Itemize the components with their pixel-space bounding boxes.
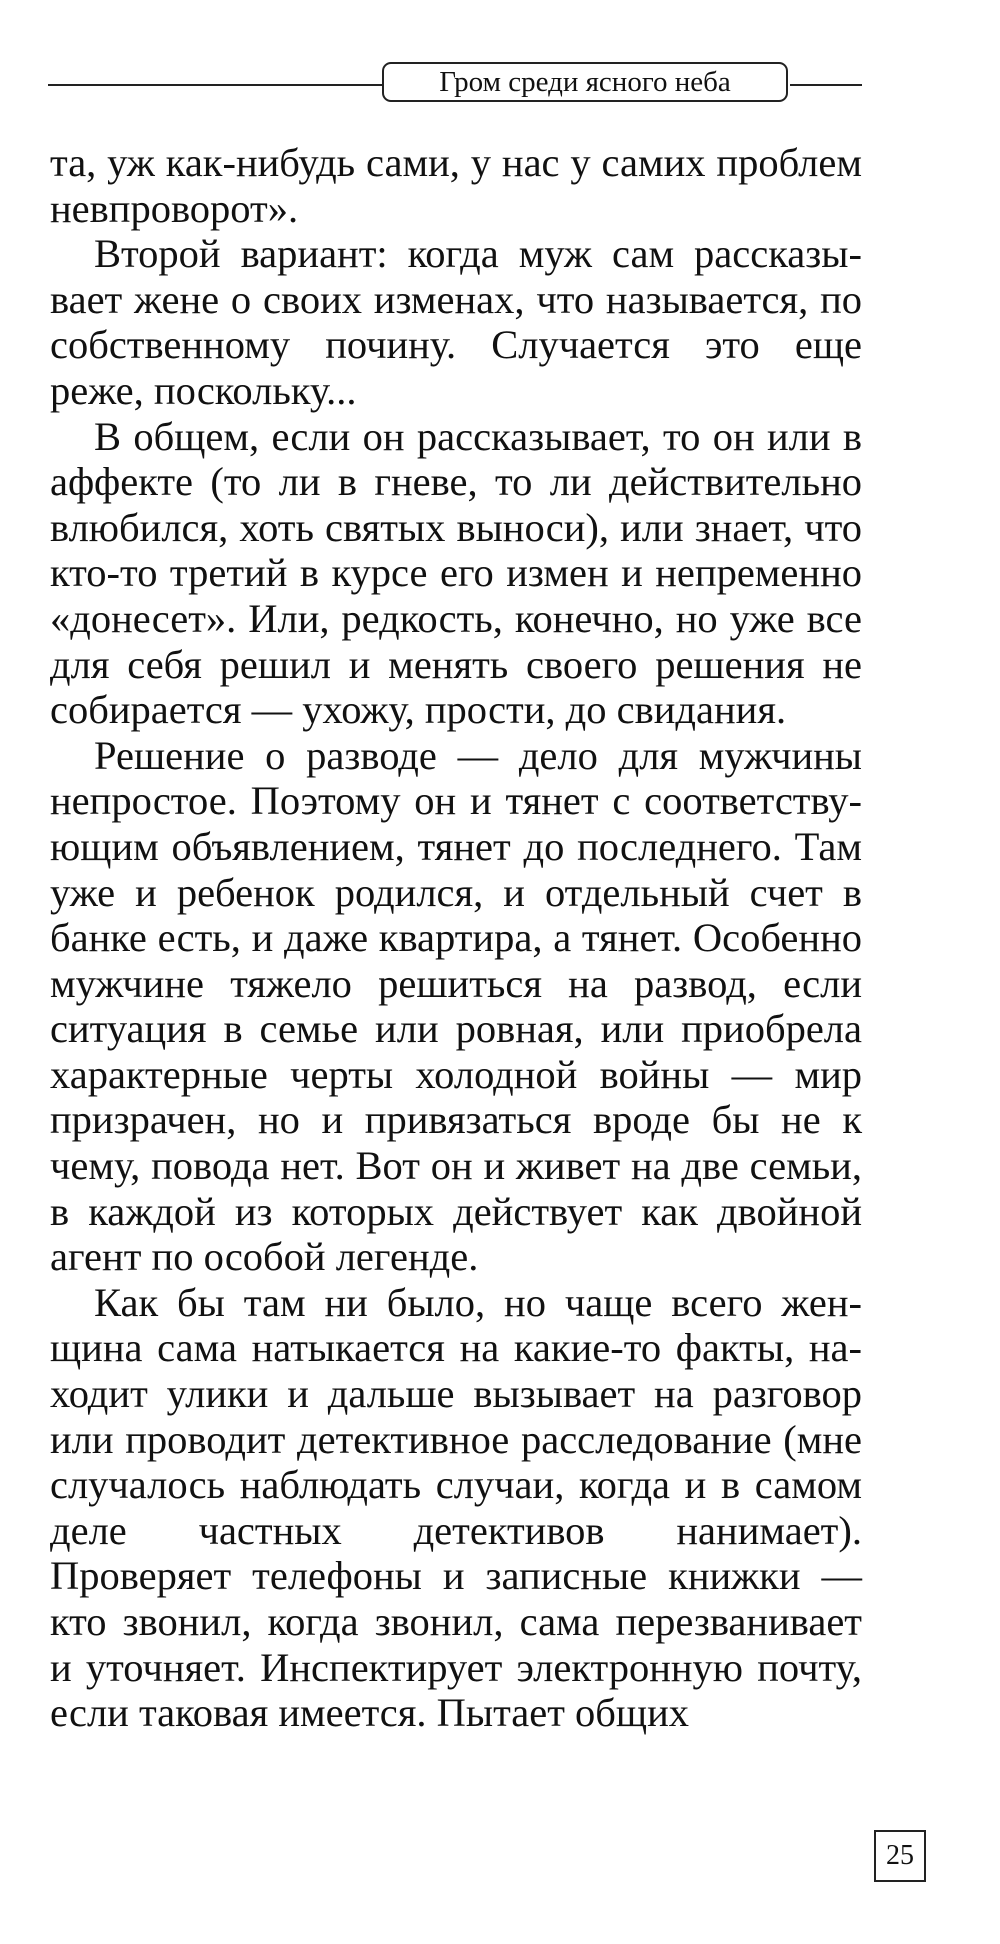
paragraph: Второй вариант: когда муж сам рассказывает жене о своих изменах, что называется, по собственному почину. Случается это еще реже, поскольку...: [50, 231, 862, 413]
paragraph: Решение о разводе — дело для мужчины непростое. Поэтому он и тянет с соответствующим объявлением, тянет до последнего. Там уже и ребенок родился, и отдельный счет в банке есть, и даже квартира, а тянет. Особенно мужчине тяжело решиться на развод, если ситуация в семье или ровная, или приобрела характерные черты холодной войны — мир призрачен, но и привязаться вроде бы не к чему, повода нет. Вот он и живет на две семьи, в каждой из которых действует как двойной агент по особой легенде.: [50, 732, 862, 1280]
running-header: [48, 58, 862, 102]
running-header-title: Гром среди ясного неба: [382, 62, 788, 102]
paragraph: Как бы там ни было, но чаще всего женщина сама натыкается на какие-то факты, находит улики и дальше вызывает на разговор или проводит детективное расследование (мне случалось наблюдать случаи, когда и в самом деле частных детективов нанимает). Проверяет телефоны и записные книжки — кто звонил, когда звонил, сама перезванивает и уточняет. Инспектирует электронную почту, если таковая имеется. Пытает общих: [50, 1279, 862, 1736]
paragraph: В общем, если он рассказывает, то он или в аффекте (то ли в гневе, то ли действительно влюбился, хоть святых выноси), или знает, что кто-то третий в курсе его измен и непременно «донесет». Или, редкость, конечно, но уже все для себя решил и менять своего решения не собирается — ухожу, прости, до свидания.: [50, 413, 862, 733]
page-number: 25: [874, 1830, 926, 1882]
paragraph-continued: та, уж как-нибудь сами, у нас у самих проблем невпроворот».: [50, 140, 862, 231]
header-rule-right: [790, 84, 862, 86]
body-text: [50, 140, 862, 1736]
header-rule-left: [48, 84, 382, 86]
